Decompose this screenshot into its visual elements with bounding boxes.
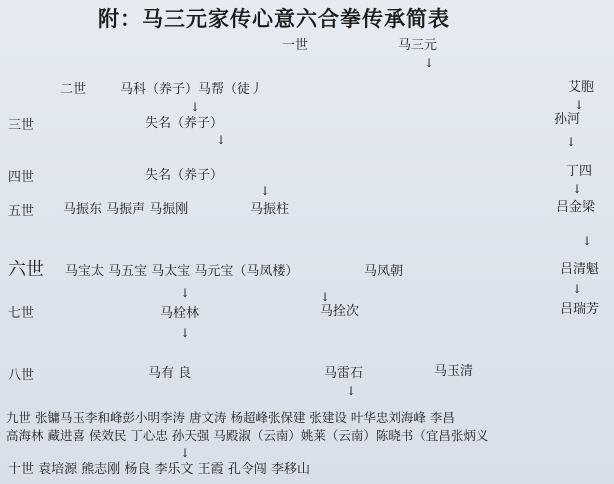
ma-youliang: 马有 良 [148, 366, 192, 381]
ma-sanyuan: 马三元 [398, 38, 438, 53]
lv-ruifang: 吕瑞芳 [560, 302, 600, 317]
generation-9-label: 九世 [6, 410, 32, 425]
gen9-names-line1: 张镛马玉李和峰彭小明李涛 唐文涛 杨超峰张保建 张建设 叶华忠刘海峰 李昌 [35, 410, 455, 425]
ma-fengchao: 马凤朝 [364, 264, 404, 279]
ma-shuanlin: 马栓林 [160, 306, 200, 321]
sun-he: 孙河 [554, 112, 581, 127]
generation-6-label: 六世 [8, 259, 44, 280]
gen9-names-line2: 高海林 藏进喜 侯效民 丁心忠 孙天强 马殿淑（云南）姚莱（云南）陈晓书（宜昌张炳义 [6, 428, 489, 443]
ma-zhenzhu: 马振柱 [250, 202, 290, 217]
ma-shuanci: 马拴次 [320, 304, 360, 319]
gen3-unknown: 失名（养子） [145, 116, 224, 131]
arrow-down-icon: ↓ [180, 446, 191, 460]
arrow-down-icon: ↓ [260, 184, 271, 198]
ma-yuqing: 马玉清 [434, 364, 474, 379]
generation-10-label: 十世 [8, 462, 35, 477]
arrow-down-icon: ↓ [180, 286, 191, 300]
generation-10-row [8, 462, 310, 478]
generation-8-label: 八世 [8, 368, 35, 383]
arrow-down-icon: ↓ [320, 290, 331, 304]
arrow-down-icon: ↓ [424, 56, 435, 70]
ding-si: 丁四 [566, 164, 593, 179]
generation-9-row [6, 410, 455, 426]
generation-3-label: 三世 [8, 118, 35, 133]
generation-7-label: 七世 [8, 306, 35, 321]
generation-4-label: 四世 [8, 170, 35, 185]
generation-2-label: 二世 [60, 82, 87, 97]
gen4-unknown: 失名（养子） [145, 168, 224, 183]
arrow-down-icon: ↓ [582, 234, 593, 248]
title-text: 马三元家传心意六合拳传承简表 [142, 6, 450, 31]
arrow-down-icon: ↓ [574, 98, 585, 112]
arrow-down-icon: ↓ [572, 282, 583, 296]
generation-1-label: 一世 [282, 38, 309, 53]
gen5-names: 马振东 马振声 马振刚 [63, 202, 189, 217]
ai-pao: 艾胞 [568, 80, 595, 95]
lv-jinliang: 吕金梁 [556, 200, 596, 215]
arrow-down-icon: ↓ [346, 384, 357, 398]
title-prefix: 附： [98, 6, 142, 31]
gen6-names: 马宝太 马五宝 马太宝 马元宝（马凤楼） [65, 264, 299, 279]
arrow-down-icon: ↓ [180, 326, 191, 340]
arrow-down-icon: ↓ [566, 135, 577, 149]
gen10-names: 袁培源 熊志刚 杨良 李乐文 王霞 孔令闯 李移山 [38, 462, 310, 477]
arrow-down-icon: ↓ [216, 133, 227, 147]
ma-leishi: 马雷石 [324, 366, 364, 381]
generation-5-label: 五世 [8, 204, 35, 219]
lv-qingkui: 吕清魁 [560, 262, 600, 277]
arrow-down-icon: ↓ [572, 182, 583, 196]
table-title [98, 6, 450, 32]
gen2-names: 马科（养子）马帮（徒丿 [120, 82, 264, 97]
arrow-down-icon: ↓ [190, 100, 201, 114]
